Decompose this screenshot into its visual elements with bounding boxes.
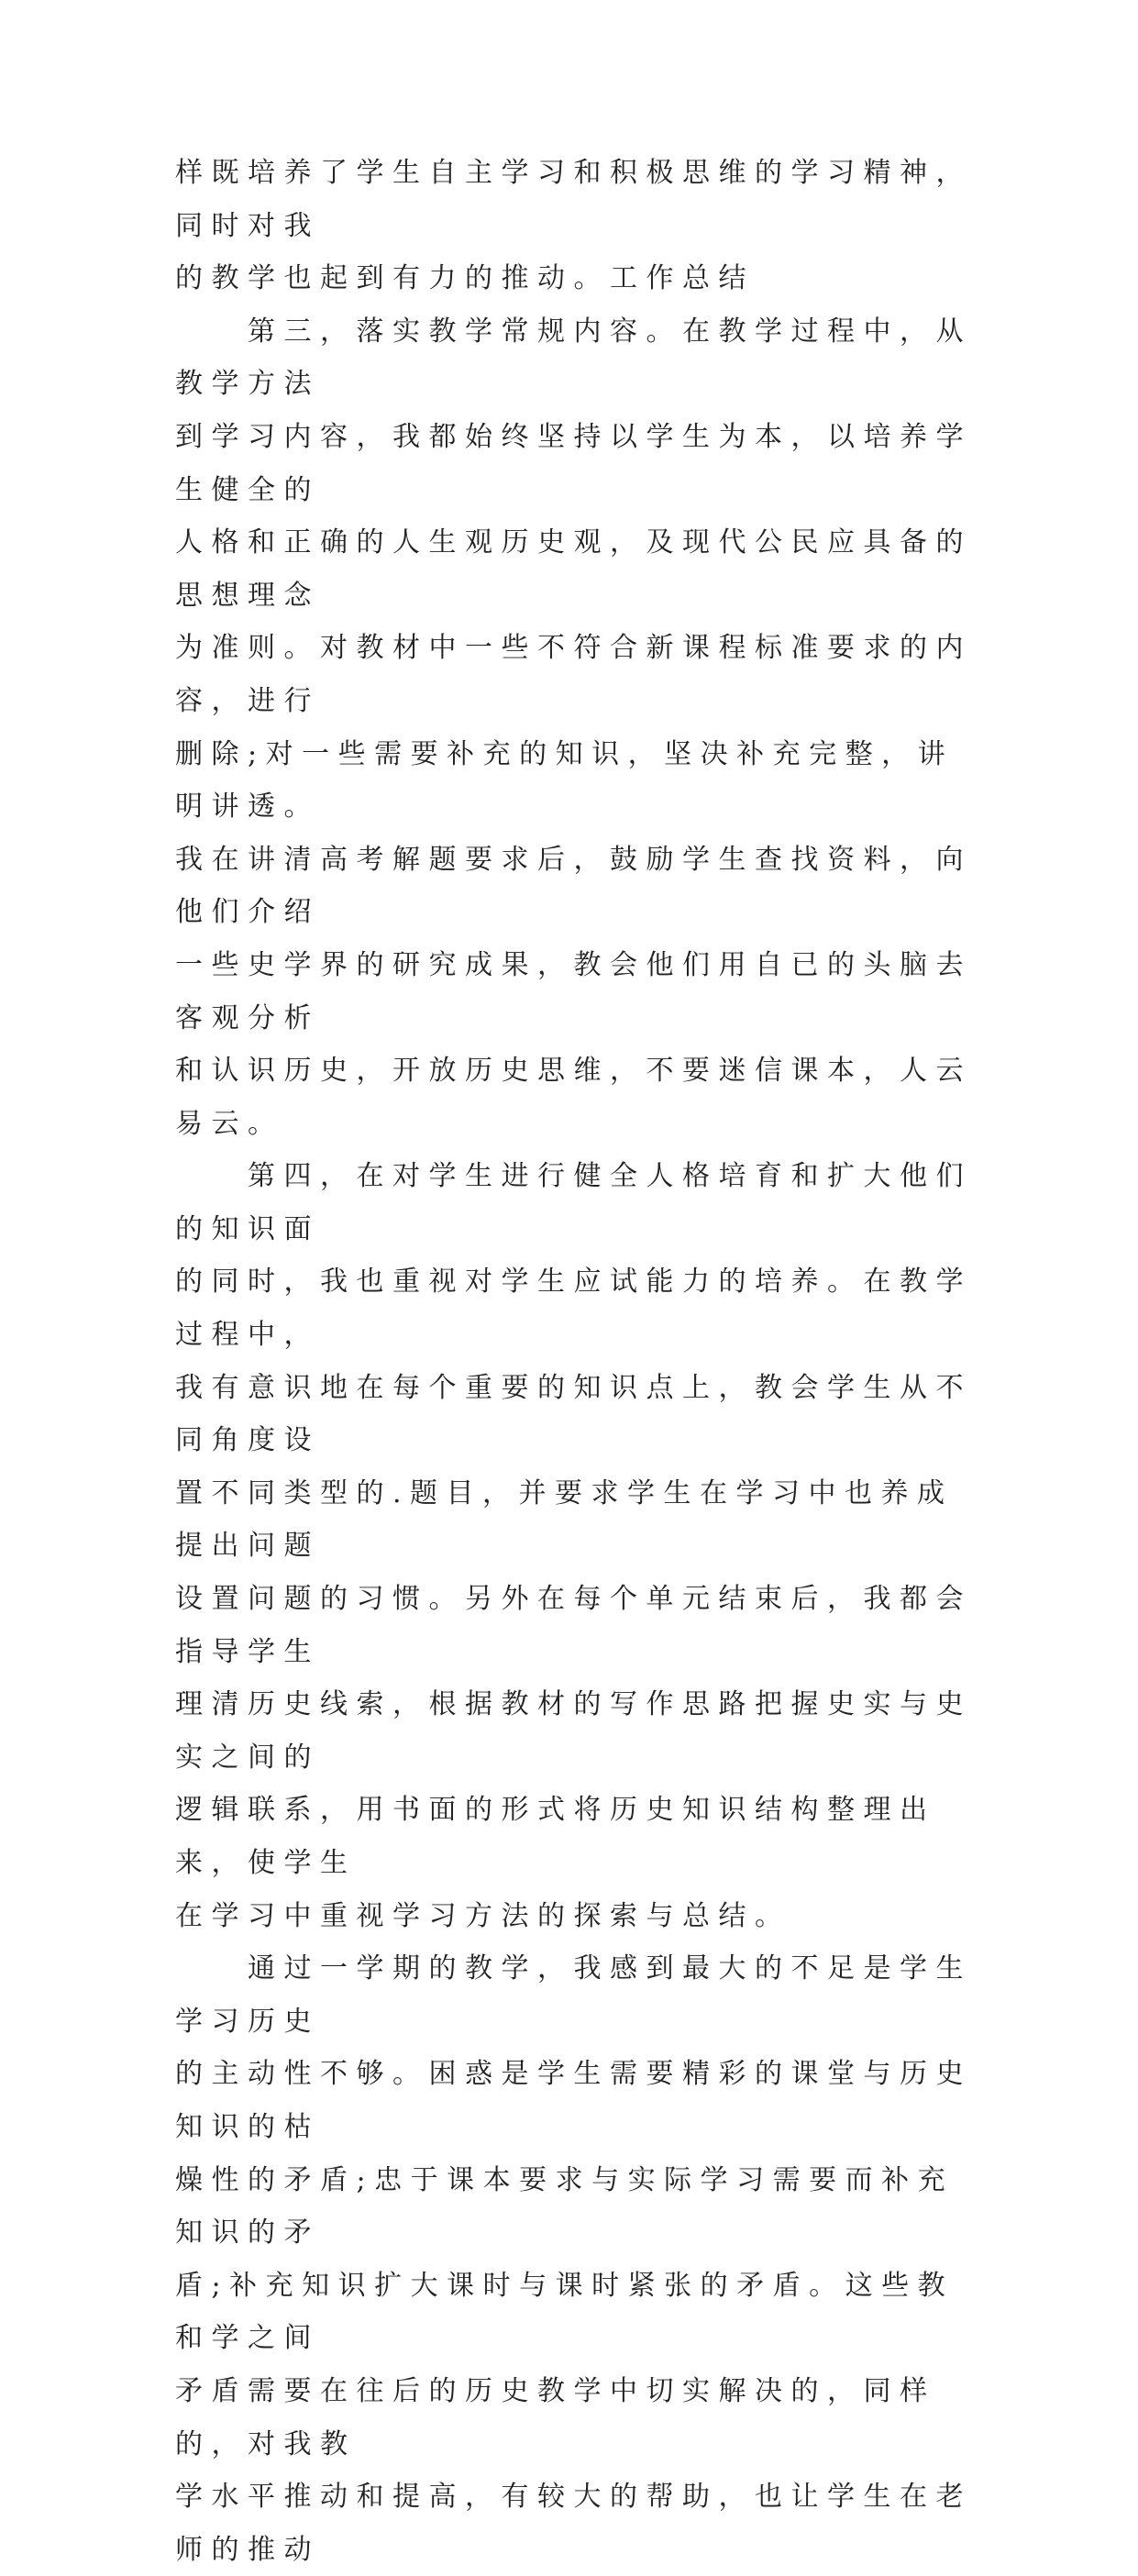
paragraph-2: 第三，落实教学常规内容。在教学过程中，从教学方法 到学习内容，我都始终坚持以学生为本，以培养学生健全的 人格和正确的人生观历史观，及现代公民应具备的思想理念 为准则。对教材中一些不符合新课程标准要求的内容，进行 删除;对一些需要补充的知识，坚决补充完整，讲明讲透。 我在讲清高考解题要求后，鼓励学生查找资料，向他们介绍 一些史学界的研究成果，教会他们用自已的头脑去客观分析 和认识历史，开放历史思维，不要迷信课本，人云易云。 (175, 315, 972, 1140)
paragraph-3: 第四，在对学生进行健全人格培育和扩大他们的知识面 的同时，我也重视对学生应试能力的培养。在教学过程中， 我有意识地在每个重要的知识点上，教会学生从不同角度设 置不同类型的.题目，并要求学生在学习中也养成提出问题 设置问题的习惯。另外在每个单元结束后，我都会指导学生 理清历史线索，根据教材的写作思路把握史实与史实之间的 逻辑联系，用书面的形式将历史知识结构整理出来，使学生 在学习中重视学习方法的探索与总结。 (175, 1160, 972, 1932)
paragraph-4: 通过一学期的教学，我感到最大的不足是学生学习历史 的主动性不够。困惑是学生需要精彩的课堂与历史知识的枯 燥性的矛盾;忠于课本要求与实际学习需要而补充知识的矛 盾;补充知识扩大课时与课时紧张的矛盾。这些教和学之间 矛盾需要在往后的历史教学中切实解决的，同样的，对我教 学水平推动和提高，有较大的帮助，也让学生在老师的推动 (175, 1952, 972, 2566)
paragraph-1: 样既培养了学生自主学习和积极思维的学习精神，同时对我 的教学也起到有力的推动。工作总结 (175, 157, 972, 295)
document-body (175, 147, 982, 2576)
